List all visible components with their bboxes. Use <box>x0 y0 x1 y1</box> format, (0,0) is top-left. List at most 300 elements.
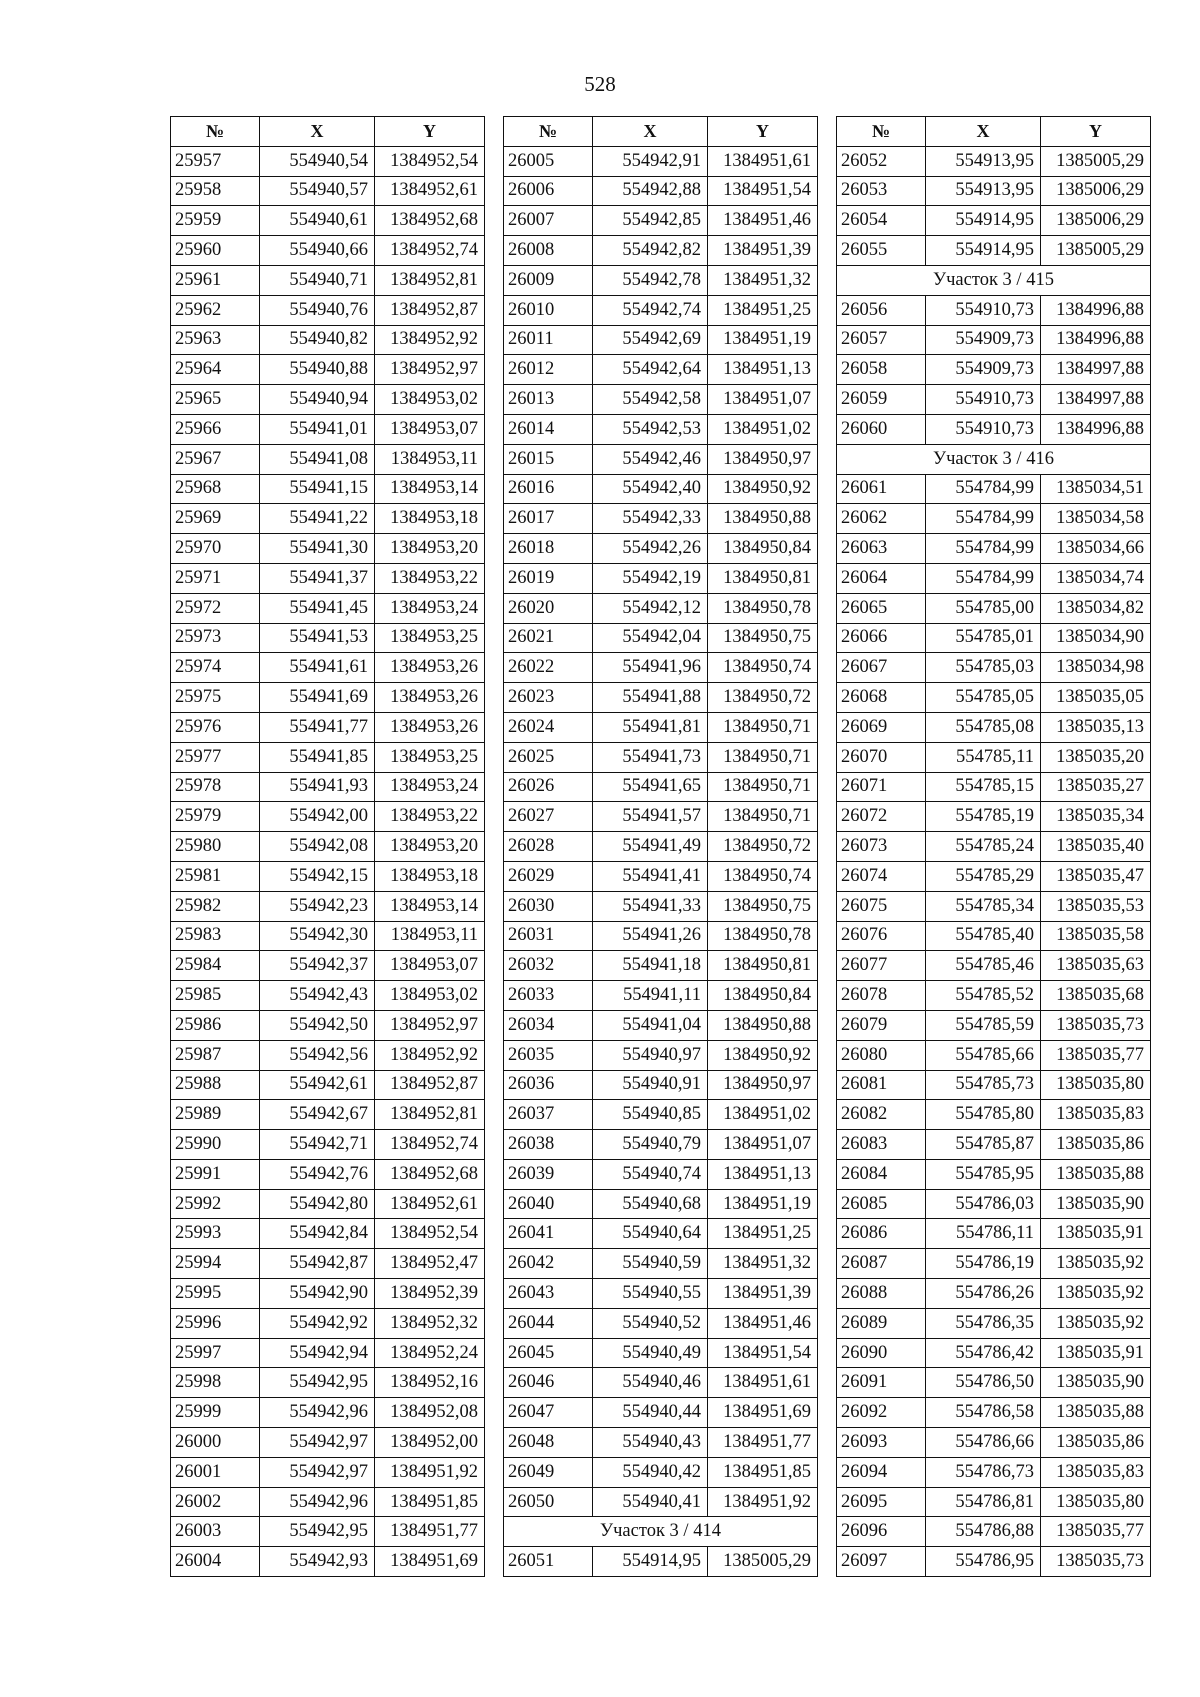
x-coordinate: 554913,95 <box>926 146 1041 176</box>
table-row <box>504 1338 818 1368</box>
x-coordinate: 554784,99 <box>926 474 1041 504</box>
y-coordinate: 1384951,85 <box>708 1457 818 1487</box>
y-coordinate: 1384953,22 <box>375 802 485 832</box>
y-coordinate: 1385035,88 <box>1041 1398 1151 1428</box>
point-number: 26042 <box>504 1249 593 1279</box>
y-coordinate: 1385035,05 <box>1041 683 1151 713</box>
point-number: 26039 <box>504 1159 593 1189</box>
point-number: 25986 <box>171 1010 260 1040</box>
table-row <box>837 742 1151 772</box>
y-coordinate: 1384950,92 <box>708 1040 818 1070</box>
page-number: 528 <box>584 72 616 96</box>
x-coordinate: 554941,08 <box>260 444 375 474</box>
header-x: X <box>593 117 708 147</box>
table-row <box>837 802 1151 832</box>
table-row <box>504 1159 818 1189</box>
table-row <box>504 593 818 623</box>
table-row <box>837 683 1151 713</box>
y-coordinate: 1384952,47 <box>375 1249 485 1279</box>
table-row <box>171 1070 485 1100</box>
x-coordinate: 554785,03 <box>926 653 1041 683</box>
table-row <box>504 861 818 891</box>
point-number: 26044 <box>504 1308 593 1338</box>
y-coordinate: 1385035,91 <box>1041 1338 1151 1368</box>
table-row <box>504 772 818 802</box>
table-row <box>504 981 818 1011</box>
point-number: 26000 <box>171 1428 260 1458</box>
table-row <box>837 563 1151 593</box>
table-row <box>504 265 818 295</box>
y-coordinate: 1384950,74 <box>708 653 818 683</box>
point-number: 26041 <box>504 1219 593 1249</box>
point-number: 25993 <box>171 1219 260 1249</box>
point-number: 26068 <box>837 683 926 713</box>
table-row <box>837 1398 1151 1428</box>
y-coordinate: 1384950,72 <box>708 683 818 713</box>
x-coordinate: 554910,73 <box>926 295 1041 325</box>
table-row <box>504 1457 818 1487</box>
point-number: 26072 <box>837 802 926 832</box>
table-row <box>837 1189 1151 1219</box>
y-coordinate: 1384950,71 <box>708 802 818 832</box>
point-number: 26088 <box>837 1279 926 1309</box>
x-coordinate: 554942,94 <box>260 1338 375 1368</box>
table-row <box>504 653 818 683</box>
x-coordinate: 554942,93 <box>260 1547 375 1577</box>
point-number: 25979 <box>171 802 260 832</box>
y-coordinate: 1385035,80 <box>1041 1487 1151 1517</box>
point-number: 26009 <box>504 265 593 295</box>
x-coordinate: 554942,76 <box>260 1159 375 1189</box>
y-coordinate: 1384952,68 <box>375 1159 485 1189</box>
point-number: 25982 <box>171 891 260 921</box>
y-coordinate: 1384951,02 <box>708 1100 818 1130</box>
point-number: 26052 <box>837 146 926 176</box>
y-coordinate: 1384952,87 <box>375 1070 485 1100</box>
x-coordinate: 554942,90 <box>260 1279 375 1309</box>
x-coordinate: 554942,53 <box>593 414 708 444</box>
table-row <box>171 802 485 832</box>
x-coordinate: 554940,57 <box>260 176 375 206</box>
table-row <box>171 1010 485 1040</box>
y-coordinate: 1385035,92 <box>1041 1249 1151 1279</box>
table-row <box>504 802 818 832</box>
x-coordinate: 554942,30 <box>260 921 375 951</box>
y-coordinate: 1384953,18 <box>375 504 485 534</box>
y-coordinate: 1385035,13 <box>1041 712 1151 742</box>
coordinate-tables <box>170 116 1150 1591</box>
point-number: 25969 <box>171 504 260 534</box>
x-coordinate: 554785,24 <box>926 832 1041 862</box>
x-coordinate: 554942,00 <box>260 802 375 832</box>
y-coordinate: 1384996,88 <box>1041 295 1151 325</box>
y-coordinate: 1385035,73 <box>1041 1547 1151 1577</box>
section-row <box>504 1517 818 1547</box>
point-number: 26035 <box>504 1040 593 1070</box>
y-coordinate: 1384951,25 <box>708 1219 818 1249</box>
y-coordinate: 1384952,68 <box>375 206 485 236</box>
y-coordinate: 1384951,39 <box>708 236 818 266</box>
x-coordinate: 554786,19 <box>926 1249 1041 1279</box>
y-coordinate: 1384952,54 <box>375 1219 485 1249</box>
y-coordinate: 1385035,58 <box>1041 921 1151 951</box>
point-number: 26016 <box>504 474 593 504</box>
point-number: 26026 <box>504 772 593 802</box>
y-coordinate: 1384951,69 <box>375 1547 485 1577</box>
point-number: 26097 <box>837 1547 926 1577</box>
x-coordinate: 554942,71 <box>260 1130 375 1160</box>
y-coordinate: 1384952,08 <box>375 1398 485 1428</box>
y-coordinate: 1384953,02 <box>375 981 485 1011</box>
point-number: 26015 <box>504 444 593 474</box>
table-row <box>837 474 1151 504</box>
coordinate-table-2 <box>503 116 818 1577</box>
y-coordinate: 1384950,92 <box>708 474 818 504</box>
x-coordinate: 554941,65 <box>593 772 708 802</box>
y-coordinate: 1384952,92 <box>375 325 485 355</box>
x-coordinate: 554785,00 <box>926 593 1041 623</box>
x-coordinate: 554941,45 <box>260 593 375 623</box>
y-coordinate: 1385034,82 <box>1041 593 1151 623</box>
table-row <box>171 1249 485 1279</box>
x-coordinate: 554942,87 <box>260 1249 375 1279</box>
x-coordinate: 554941,61 <box>260 653 375 683</box>
table-row <box>837 1308 1151 1338</box>
y-coordinate: 1384953,25 <box>375 742 485 772</box>
point-number: 26066 <box>837 623 926 653</box>
header-x: X <box>926 117 1041 147</box>
x-coordinate: 554941,53 <box>260 623 375 653</box>
y-coordinate: 1384953,18 <box>375 861 485 891</box>
point-number: 26036 <box>504 1070 593 1100</box>
point-number: 26003 <box>171 1517 260 1547</box>
y-coordinate: 1385034,58 <box>1041 504 1151 534</box>
y-coordinate: 1385005,29 <box>1041 146 1151 176</box>
section-row <box>837 444 1151 474</box>
x-coordinate: 554784,99 <box>926 563 1041 593</box>
x-coordinate: 554785,59 <box>926 1010 1041 1040</box>
point-number: 26092 <box>837 1398 926 1428</box>
point-number: 26045 <box>504 1338 593 1368</box>
point-number: 25997 <box>171 1338 260 1368</box>
point-number: 26080 <box>837 1040 926 1070</box>
x-coordinate: 554942,33 <box>593 504 708 534</box>
point-number: 25989 <box>171 1100 260 1130</box>
point-number: 26049 <box>504 1457 593 1487</box>
point-number: 26032 <box>504 951 593 981</box>
point-number: 26070 <box>837 742 926 772</box>
y-coordinate: 1384952,81 <box>375 265 485 295</box>
y-coordinate: 1385035,73 <box>1041 1010 1151 1040</box>
table-row <box>504 236 818 266</box>
point-number: 26086 <box>837 1219 926 1249</box>
table-row <box>837 414 1151 444</box>
x-coordinate: 554940,61 <box>260 206 375 236</box>
y-coordinate: 1384952,61 <box>375 176 485 206</box>
x-coordinate: 554940,94 <box>260 385 375 415</box>
x-coordinate: 554940,66 <box>260 236 375 266</box>
x-coordinate: 554942,91 <box>593 146 708 176</box>
x-coordinate: 554785,11 <box>926 742 1041 772</box>
x-coordinate: 554914,95 <box>593 1547 708 1577</box>
y-coordinate: 1384952,87 <box>375 295 485 325</box>
y-coordinate: 1385034,66 <box>1041 534 1151 564</box>
table-row <box>171 623 485 653</box>
x-coordinate: 554785,01 <box>926 623 1041 653</box>
x-coordinate: 554785,15 <box>926 772 1041 802</box>
point-number: 25973 <box>171 623 260 653</box>
x-coordinate: 554784,99 <box>926 534 1041 564</box>
y-coordinate: 1384953,24 <box>375 772 485 802</box>
y-coordinate: 1384953,25 <box>375 623 485 653</box>
y-coordinate: 1384953,14 <box>375 474 485 504</box>
x-coordinate: 554941,26 <box>593 921 708 951</box>
point-number: 25966 <box>171 414 260 444</box>
y-coordinate: 1384996,88 <box>1041 325 1151 355</box>
y-coordinate: 1384997,88 <box>1041 385 1151 415</box>
point-number: 25963 <box>171 325 260 355</box>
table-row <box>837 1040 1151 1070</box>
y-coordinate: 1384953,20 <box>375 534 485 564</box>
table-row <box>504 712 818 742</box>
table-row <box>504 951 818 981</box>
table-row <box>504 683 818 713</box>
x-coordinate: 554941,18 <box>593 951 708 981</box>
x-coordinate: 554909,73 <box>926 325 1041 355</box>
y-coordinate: 1384950,84 <box>708 534 818 564</box>
table-row <box>171 1189 485 1219</box>
table-row <box>171 951 485 981</box>
table-row <box>504 1428 818 1458</box>
x-coordinate: 554940,79 <box>593 1130 708 1160</box>
table-row <box>504 1040 818 1070</box>
table-row <box>837 593 1151 623</box>
point-number: 26017 <box>504 504 593 534</box>
table-row <box>171 1457 485 1487</box>
x-coordinate: 554941,81 <box>593 712 708 742</box>
point-number: 26028 <box>504 832 593 862</box>
y-coordinate: 1385035,83 <box>1041 1100 1151 1130</box>
x-coordinate: 554785,05 <box>926 683 1041 713</box>
table-row <box>171 832 485 862</box>
y-coordinate: 1384951,39 <box>708 1279 818 1309</box>
table-row <box>504 1487 818 1517</box>
table-row <box>171 1040 485 1070</box>
table-row <box>171 325 485 355</box>
point-number: 26073 <box>837 832 926 862</box>
y-coordinate: 1385035,92 <box>1041 1279 1151 1309</box>
y-coordinate: 1385035,91 <box>1041 1219 1151 1249</box>
y-coordinate: 1384951,92 <box>708 1487 818 1517</box>
table-header-row <box>837 117 1151 147</box>
x-coordinate: 554940,43 <box>593 1428 708 1458</box>
x-coordinate: 554941,96 <box>593 653 708 683</box>
point-number: 25957 <box>171 146 260 176</box>
y-coordinate: 1384950,71 <box>708 712 818 742</box>
point-number: 26029 <box>504 861 593 891</box>
table-row <box>504 414 818 444</box>
y-coordinate: 1384953,26 <box>375 712 485 742</box>
table-row <box>504 385 818 415</box>
table-row <box>504 1249 818 1279</box>
x-coordinate: 554942,80 <box>260 1189 375 1219</box>
table-row <box>171 563 485 593</box>
point-number: 26018 <box>504 534 593 564</box>
x-coordinate: 554785,52 <box>926 981 1041 1011</box>
y-coordinate: 1384953,14 <box>375 891 485 921</box>
x-coordinate: 554940,76 <box>260 295 375 325</box>
table-body <box>171 146 485 1576</box>
y-coordinate: 1385035,90 <box>1041 1189 1151 1219</box>
point-number: 26090 <box>837 1338 926 1368</box>
y-coordinate: 1385035,77 <box>1041 1517 1151 1547</box>
x-coordinate: 554940,64 <box>593 1219 708 1249</box>
table-row <box>837 891 1151 921</box>
table-row <box>837 1428 1151 1458</box>
x-coordinate: 554914,95 <box>926 206 1041 236</box>
x-coordinate: 554940,54 <box>260 146 375 176</box>
point-number: 26063 <box>837 534 926 564</box>
x-coordinate: 554941,01 <box>260 414 375 444</box>
point-number: 25974 <box>171 653 260 683</box>
table-row <box>837 861 1151 891</box>
x-coordinate: 554941,11 <box>593 981 708 1011</box>
point-number: 26005 <box>504 146 593 176</box>
point-number: 26030 <box>504 891 593 921</box>
table-row <box>504 295 818 325</box>
table-row <box>837 355 1151 385</box>
table-row <box>171 176 485 206</box>
x-coordinate: 554942,12 <box>593 593 708 623</box>
point-number: 26093 <box>837 1428 926 1458</box>
point-number: 26034 <box>504 1010 593 1040</box>
x-coordinate: 554940,52 <box>593 1308 708 1338</box>
y-coordinate: 1384950,97 <box>708 1070 818 1100</box>
table-row <box>837 1487 1151 1517</box>
header-y: Y <box>708 117 818 147</box>
y-coordinate: 1384953,26 <box>375 653 485 683</box>
x-coordinate: 554942,67 <box>260 1100 375 1130</box>
point-number: 26082 <box>837 1100 926 1130</box>
x-coordinate: 554941,49 <box>593 832 708 862</box>
point-number: 26048 <box>504 1428 593 1458</box>
y-coordinate: 1385035,40 <box>1041 832 1151 862</box>
point-number: 26022 <box>504 653 593 683</box>
y-coordinate: 1384950,78 <box>708 593 818 623</box>
table-row <box>837 772 1151 802</box>
x-coordinate: 554786,50 <box>926 1368 1041 1398</box>
point-number: 26096 <box>837 1517 926 1547</box>
point-number: 26037 <box>504 1100 593 1130</box>
table-row <box>837 1517 1151 1547</box>
table-row <box>504 206 818 236</box>
x-coordinate: 554786,11 <box>926 1219 1041 1249</box>
y-coordinate: 1384951,61 <box>708 146 818 176</box>
table-row <box>504 176 818 206</box>
table-row <box>837 1457 1151 1487</box>
point-number: 26025 <box>504 742 593 772</box>
table-row <box>504 1100 818 1130</box>
x-coordinate: 554942,50 <box>260 1010 375 1040</box>
x-coordinate: 554786,26 <box>926 1279 1041 1309</box>
point-number: 25958 <box>171 176 260 206</box>
point-number: 26089 <box>837 1308 926 1338</box>
table-row <box>171 206 485 236</box>
point-number: 25985 <box>171 981 260 1011</box>
x-coordinate: 554942,96 <box>260 1487 375 1517</box>
x-coordinate: 554909,73 <box>926 355 1041 385</box>
x-coordinate: 554785,08 <box>926 712 1041 742</box>
point-number: 26067 <box>837 653 926 683</box>
section-title: Участок 3 / 415 <box>837 265 1151 295</box>
x-coordinate: 554942,74 <box>593 295 708 325</box>
header-number: № <box>171 117 260 147</box>
y-coordinate: 1384951,69 <box>708 1398 818 1428</box>
table-row <box>171 742 485 772</box>
x-coordinate: 554942,84 <box>260 1219 375 1249</box>
table-row <box>837 1100 1151 1130</box>
x-coordinate: 554941,93 <box>260 772 375 802</box>
point-number: 26058 <box>837 355 926 385</box>
table-row <box>504 742 818 772</box>
table-row <box>837 1338 1151 1368</box>
header-y: Y <box>375 117 485 147</box>
x-coordinate: 554942,69 <box>593 325 708 355</box>
x-coordinate: 554785,29 <box>926 861 1041 891</box>
y-coordinate: 1385006,29 <box>1041 176 1151 206</box>
table-row <box>171 921 485 951</box>
point-number: 26046 <box>504 1368 593 1398</box>
y-coordinate: 1384953,20 <box>375 832 485 862</box>
table-row <box>504 1189 818 1219</box>
point-number: 25978 <box>171 772 260 802</box>
x-coordinate: 554942,97 <box>260 1428 375 1458</box>
table-row <box>837 653 1151 683</box>
y-coordinate: 1385006,29 <box>1041 206 1151 236</box>
x-coordinate: 554786,42 <box>926 1338 1041 1368</box>
x-coordinate: 554784,99 <box>926 504 1041 534</box>
x-coordinate: 554941,73 <box>593 742 708 772</box>
table-row <box>837 295 1151 325</box>
y-coordinate: 1384950,71 <box>708 772 818 802</box>
table-row <box>171 593 485 623</box>
point-number: 26077 <box>837 951 926 981</box>
point-number: 25996 <box>171 1308 260 1338</box>
table-row <box>504 534 818 564</box>
table-row <box>171 1130 485 1160</box>
point-number: 25968 <box>171 474 260 504</box>
point-number: 26075 <box>837 891 926 921</box>
x-coordinate: 554940,91 <box>593 1070 708 1100</box>
point-number: 26074 <box>837 861 926 891</box>
y-coordinate: 1384953,07 <box>375 951 485 981</box>
table-row <box>504 504 818 534</box>
x-coordinate: 554940,85 <box>593 1100 708 1130</box>
y-coordinate: 1385035,77 <box>1041 1040 1151 1070</box>
table-row <box>504 146 818 176</box>
table-row <box>837 1249 1151 1279</box>
table-row <box>504 891 818 921</box>
point-number: 25961 <box>171 265 260 295</box>
point-number: 25983 <box>171 921 260 951</box>
table-row <box>504 1010 818 1040</box>
y-coordinate: 1384953,11 <box>375 921 485 951</box>
table-row <box>837 981 1151 1011</box>
x-coordinate: 554941,77 <box>260 712 375 742</box>
y-coordinate: 1385035,47 <box>1041 861 1151 891</box>
y-coordinate: 1385035,63 <box>1041 951 1151 981</box>
table-row <box>837 176 1151 206</box>
